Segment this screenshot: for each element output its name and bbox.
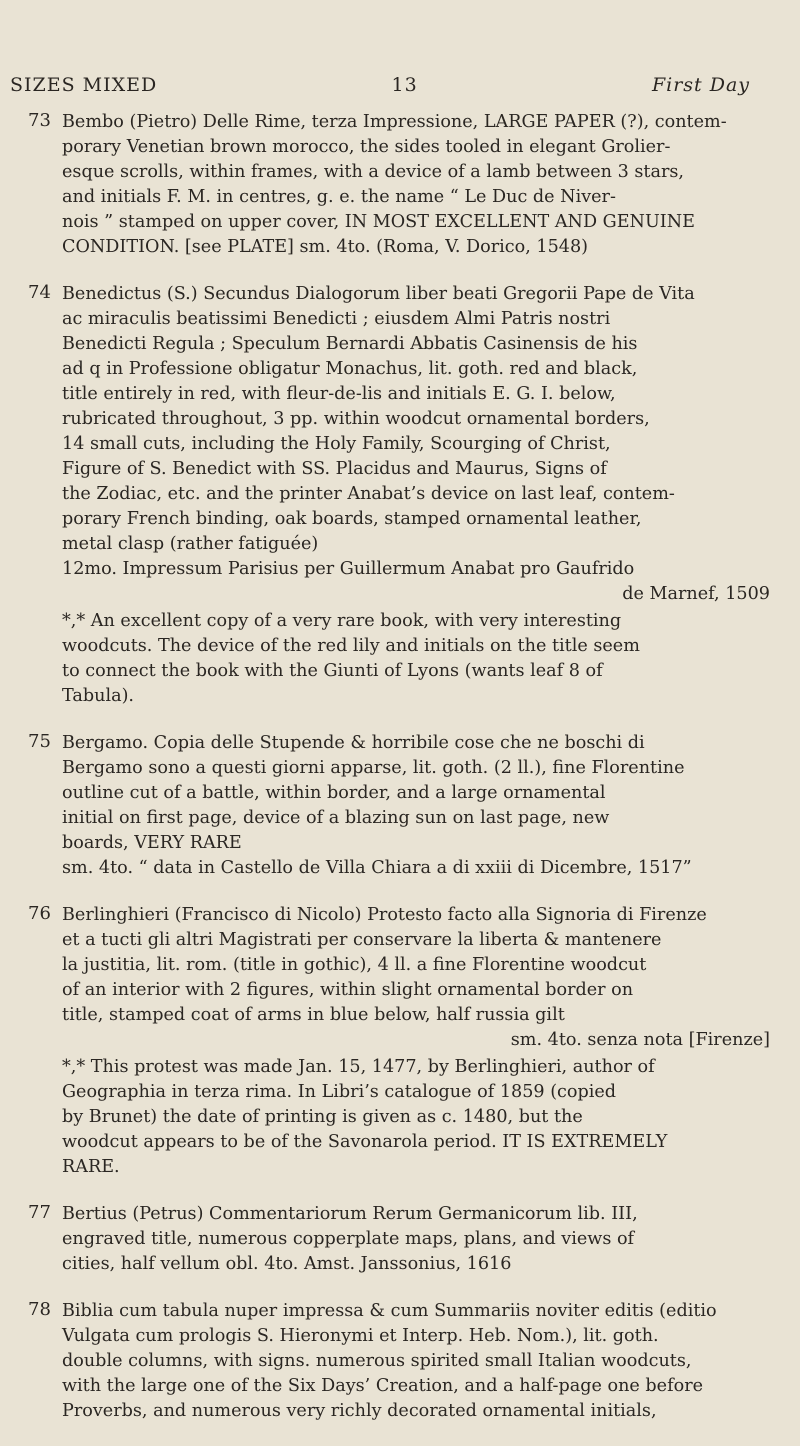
entry-line: cities, half vellum obl. 4to. Amst. Janssonius, 1616 (62, 1254, 512, 1274)
entry-line: Bergamo. Copia delle Stupende & horribile cose che ne boschi di (62, 733, 645, 753)
catalogue-entry-78 (28, 1299, 770, 1424)
entry-line: title, stamped coat of arms in blue below, half russia gilt (62, 1005, 565, 1025)
entry-line: of an interior with 2 figures, within slight ornamental border on (62, 980, 634, 1000)
entry-line: with the large one of the Six Days’ Creation, and a half-page one before (62, 1376, 704, 1396)
entry-line: et a tucti gli altri Magistrati per conservare la liberta & mantenere (62, 930, 662, 950)
entry-line: CONDITION. [see PLATE] sm. 4to. (Roma, V. Dorico, 1548) (62, 237, 589, 257)
entry-line: ac miraculis beatissimi Benedicti ; eiusdem Almi Patris nostri (62, 309, 611, 329)
entry-line: la justitia, lit. rom. (title in gothic), 4 ll. a fine Florentine woodcut (62, 955, 647, 975)
entry-line: the Zodiac, etc. and the printer Anabat’s device on last leaf, contem- (62, 484, 675, 504)
entry-line: Berlinghieri (Francisco di Nicolo) Protesto facto alla Signoria di Firenze (62, 905, 707, 925)
catalogue-entry-73 (28, 110, 770, 260)
note-line: Tabula). (62, 686, 135, 706)
entry-line: Benedictus (S.) Secundus Dialogorum liber beati Gregorii Pape de Vita (62, 284, 695, 304)
entry-line: 12mo. Impressum Parisius per Guillermum Anabat pro Gaufrido (62, 559, 635, 579)
entry-line: sm. 4to. “ data in Castello de Villa Chiara a di xxiii di Dicembre, 1517” (62, 858, 692, 878)
catalogue-entry-77 (28, 1202, 770, 1277)
note-line: *,* This protest was made Jan. 15, 1477, by Berlinghieri, author of (62, 1057, 655, 1077)
entry-line: title entirely in red, with fleur-de-lis and initials E. G. I. below, (62, 384, 616, 404)
entry-line: Figure of S. Benedict with SS. Placidus and Maurus, Signs of (62, 459, 607, 479)
entry-line: esque scrolls, within frames, with a device of a lamb between 3 stars, (62, 162, 685, 182)
entry-line: Bertius (Petrus) Commentariorum Rerum Germanicorum lib. III, (62, 1204, 638, 1224)
lot-number: 78 (28, 1299, 51, 1320)
header-day-title: First Day (651, 74, 750, 96)
entry-line: Biblia cum tabula nuper impressa & cum Summariis noviter editis (editio (62, 1301, 717, 1321)
lot-number: 73 (28, 110, 51, 131)
entry-line: metal clasp (rather fatiguée) (62, 534, 319, 554)
lot-number: 74 (28, 282, 51, 303)
entry-description (62, 731, 770, 881)
note-line: by Brunet) the date of printing is given as c. 1480, but the (62, 1107, 583, 1127)
entry-line: boards, VERY RARE (62, 833, 242, 853)
catalogue-entry-74 (28, 282, 770, 709)
lot-number: 75 (28, 731, 51, 752)
entry-description (62, 1299, 770, 1424)
entry-line: porary Venetian brown morocco, the sides tooled in elegant Grolier- (62, 137, 671, 157)
header-section-title: SIZES MIXED (10, 74, 158, 96)
entry-line: nois ” stamped on upper cover, IN MOST EXCELLENT AND GENUINE (62, 212, 695, 232)
catalogue-entries (28, 110, 770, 1446)
entry-line: porary French binding, oak boards, stamped ornamental leather, (62, 509, 642, 529)
entry-description (62, 1202, 770, 1277)
running-header (10, 74, 750, 96)
note-line: woodcut appears to be of the Savonarola period. IT IS EXTREMELY (62, 1132, 668, 1152)
entry-line: 14 small cuts, including the Holy Family, Scourging of Christ, (62, 434, 611, 454)
entry-line: de Marnef, 1509 (622, 584, 770, 604)
entry-line: double columns, with signs. numerous spirited small Italian woodcuts, (62, 1351, 692, 1371)
entry-line: ad q in Professione obligatur Monachus, lit. goth. red and black, (62, 359, 638, 379)
catalogue-entry-76 (28, 903, 770, 1180)
note-line: woodcuts. The device of the red lily and initials on the title seem (62, 636, 640, 656)
entry-line: Bembo (Pietro) Delle Rime, terza Impressione, LARGE PAPER (?), contem- (62, 112, 727, 132)
entry-line: Benedicti Regula ; Speculum Bernardi Abbatis Casinensis de his (62, 334, 638, 354)
note-line: RARE. (62, 1157, 120, 1177)
entry-description (62, 903, 770, 1180)
entry-line: Proverbs, and numerous very richly decorated ornamental initials, (62, 1401, 657, 1421)
entry-note (62, 609, 770, 709)
entry-line: sm. 4to. senza nota [Firenze] (510, 1030, 770, 1050)
entry-line: and initials F. M. in centres, g. e. the name “ Le Duc de Niver- (62, 187, 616, 207)
note-line: *,* An excellent copy of a very rare book, with very interesting (62, 611, 622, 631)
entry-line: Bergamo sono a questi giorni apparse, lit. goth. (2 ll.), fine Florentine (62, 758, 685, 778)
entry-line: outline cut of a battle, within border, and a large ornamental (62, 783, 606, 803)
entry-description (62, 282, 770, 709)
note-line: Geographia in terza rima. In Libri’s catalogue of 1859 (copied (62, 1082, 617, 1102)
entry-line: rubricated throughout, 3 pp. within woodcut ornamental borders, (62, 409, 650, 429)
entry-line: Vulgata cum prologis S. Hieronymi et Interp. Heb. Nom.), lit. goth. (62, 1326, 659, 1346)
catalogue-entry-75 (28, 731, 770, 881)
lot-number: 77 (28, 1202, 51, 1223)
lot-number: 76 (28, 903, 51, 924)
page-number: 13 (391, 74, 418, 96)
entry-line: engraved title, numerous copperplate maps, plans, and views of (62, 1229, 635, 1249)
entry-note (62, 1055, 770, 1180)
entry-description (62, 110, 770, 260)
entry-line: initial on first page, device of a blazing sun on last page, new (62, 808, 610, 828)
note-line: to connect the book with the Giunti of Lyons (wants leaf 8 of (62, 661, 603, 681)
